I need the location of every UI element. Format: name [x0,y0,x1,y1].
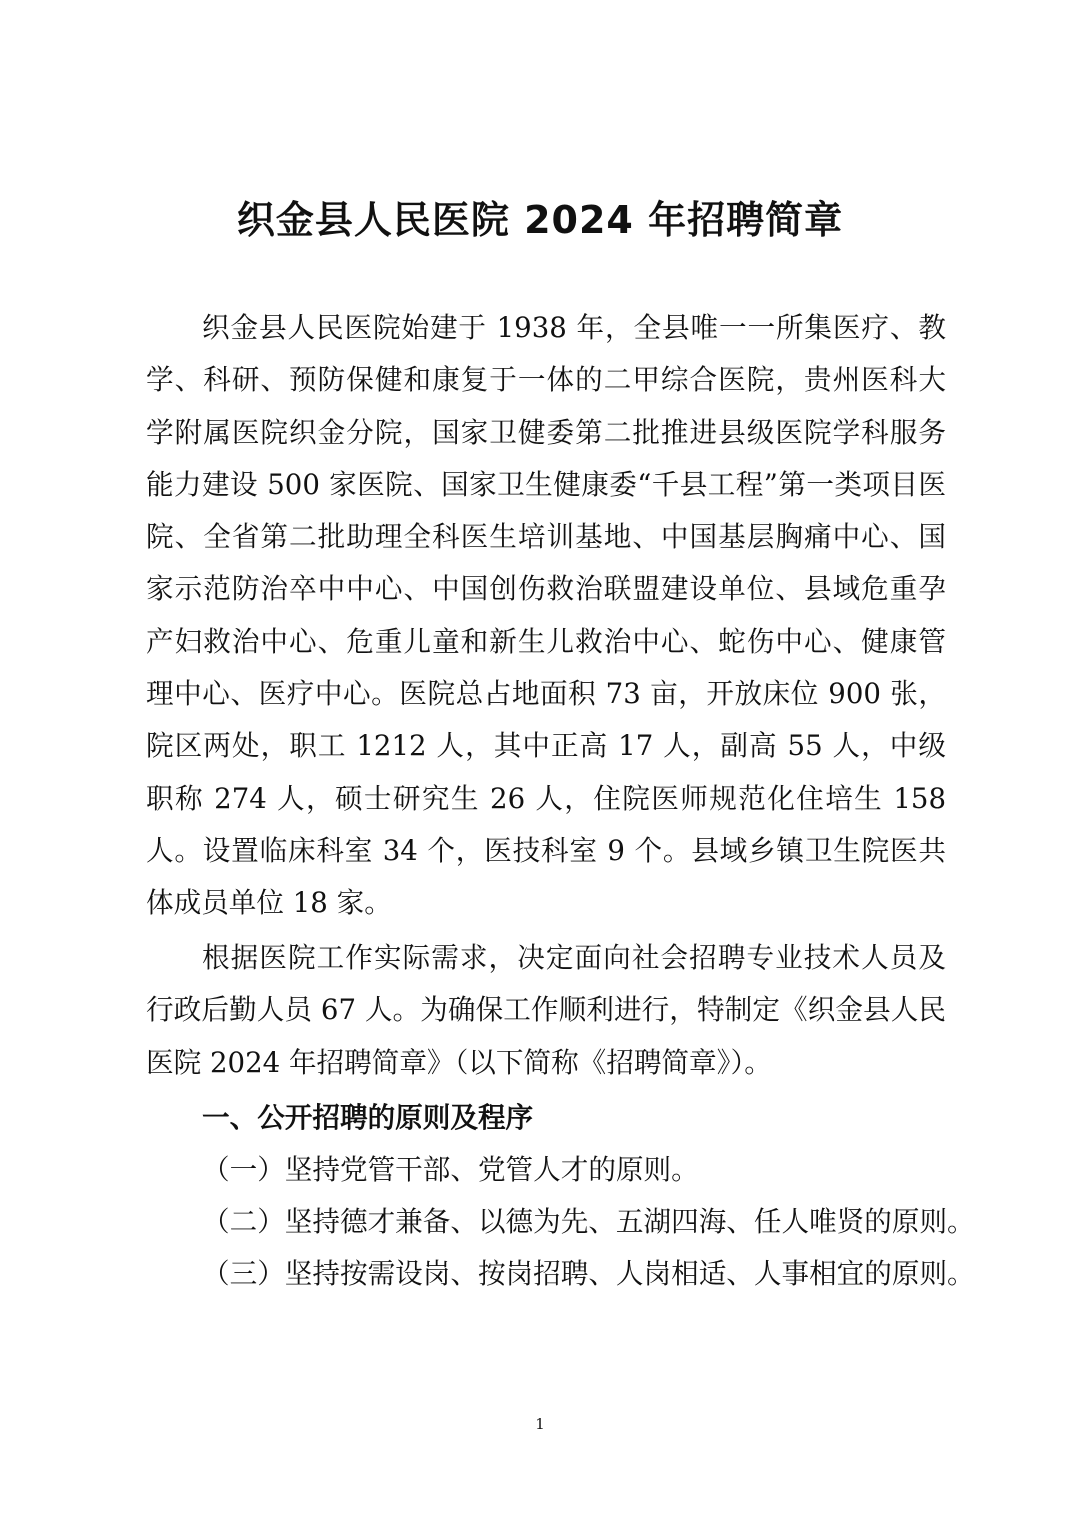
page-number: 1 [535,1415,545,1433]
principle-item: （一）坚持党管干部、党管人才的原则。 [202,1153,699,1186]
principle-item: （二）坚持德才兼备、以德为先、五湖四海、任人唯贤的原则。 [202,1205,975,1238]
document-title: 织金县人民医院 2024 年招聘简章 [236,198,844,242]
section-heading: 一、公开招聘的原则及程序 [202,1101,534,1134]
intro-paragraph: 织金县人民医院始建于 1938 年，全县唯一一所集医疗、教学、科研、预防保健和康复于一体的二甲综合医院，贵州医科大学附属医院织金分院，国家卫健委第二批推进县级医院学科服务能力建设 500 家医院、国家卫生健康委“千县工程”第一类项目医院、全省第二批助理全科医生培训基地、中国基层胸痛中心、国家示范防治卒中中心、中国创伤救治联盟建设单位、县域危重孕产妇救治中心、危重儿童和新生儿救治中心、蛇伤中心、健康管理中心、医疗中心。医院总占地面积 73 亩，开放床位 900 张，院区两处，职工 1212 人，其中正高 17 人，副高 55 人，中级职称 274 人，硕士研究生 26 人，住院医师规范化住培生 158 人。设置临床科室 34 个，医技科室 9 个。县域乡镇卫生院医共体成员单位 18 家。 [146,311,946,920]
purpose-paragraph: 根据医院工作实际需求，决定面向社会招聘专业技术人员及行政后勤人员 67 人。为确保工作顺利进行，特制定《织金县人民医院 2024 年招聘简章》（以下简称《招聘简章》）。 [146,941,946,1079]
principle-item: （三）坚持按需设岗、按岗招聘、人岗相适、人事相宜的原则。 [202,1257,975,1290]
